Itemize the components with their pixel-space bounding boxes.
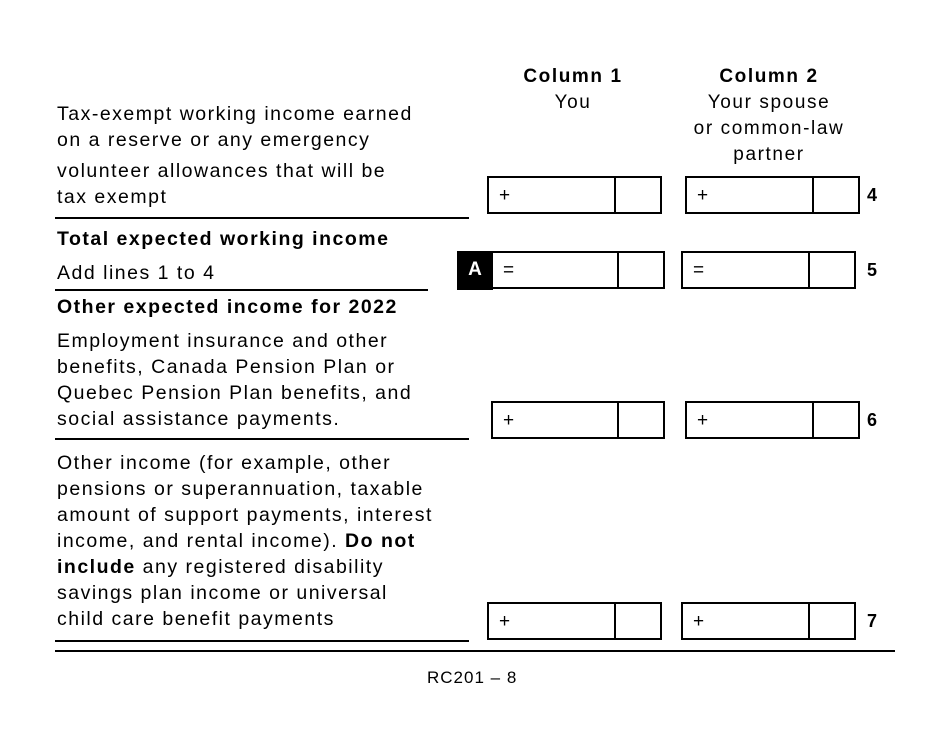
cents-cell[interactable] <box>812 178 858 212</box>
other-expected-text-line: Employment insurance and other <box>57 330 389 352</box>
cents-cell[interactable] <box>808 604 854 638</box>
other-expected-text-line: social assistance payments. <box>57 408 341 430</box>
line-5-column-1-field[interactable] <box>491 251 665 289</box>
other-income-text-line <box>57 554 384 580</box>
other-expected-income-heading: Other expected income for 2022 <box>57 296 398 318</box>
separator-line <box>55 217 469 219</box>
line-4-column-1-field[interactable] <box>487 176 662 214</box>
page-bottom-rule <box>55 650 895 652</box>
line-number-4: 4 <box>867 185 878 205</box>
other-income-text-line: child care benefit payments <box>57 608 335 630</box>
cents-cell[interactable] <box>617 253 663 287</box>
other-income-text-line: savings plan income or universal <box>57 582 388 604</box>
separator-line <box>55 640 469 642</box>
other-income-text-line: Other income (for example, other <box>57 452 392 474</box>
line-6-column-1-field[interactable] <box>491 401 665 439</box>
other-expected-text-line: benefits, Canada Pension Plan or <box>57 356 396 378</box>
line-7-column-1-field[interactable] <box>487 602 662 640</box>
line-7-column-2-field[interactable] <box>681 602 856 640</box>
cents-cell[interactable] <box>617 403 663 437</box>
line-5-column-2-field[interactable] <box>681 251 856 289</box>
other-expected-text-line: Quebec Pension Plan benefits, and <box>57 382 413 404</box>
separator-line <box>55 438 469 440</box>
cents-cell[interactable] <box>808 253 854 287</box>
do-not-emphasis: Do not <box>345 530 416 552</box>
equals-sign: = <box>503 260 515 281</box>
column-2-subtitle-line: or common-law <box>693 118 845 139</box>
other-income-text-segment: income, and rental income). <box>57 530 339 552</box>
page-footer: RC201 – 8 <box>427 668 518 687</box>
line-number-6: 6 <box>867 410 878 430</box>
include-emphasis: include <box>57 556 136 578</box>
add-lines-text: Add lines 1 to 4 <box>57 262 216 284</box>
column-2-title: Column 2 <box>719 66 819 87</box>
cents-cell[interactable] <box>812 403 858 437</box>
column-1-subtitle: You <box>554 92 592 113</box>
line-6-column-2-field[interactable] <box>685 401 860 439</box>
column-2-subtitle-line: Your spouse <box>707 92 831 113</box>
cents-cell[interactable] <box>614 604 660 638</box>
column-2-header <box>674 64 864 168</box>
plus-sign: + <box>499 185 511 206</box>
column-1-title: Column 1 <box>523 66 623 87</box>
line-4-column-2-field[interactable] <box>685 176 860 214</box>
plus-sign: + <box>693 611 705 632</box>
plus-sign: + <box>499 611 511 632</box>
column-2-subtitle-line: partner <box>733 144 805 165</box>
other-income-text-line: pensions or superannuation, taxable <box>57 478 424 500</box>
tax-exempt-text-line: Tax-exempt working income earned <box>57 103 413 125</box>
other-income-text-line: amount of support payments, interest <box>57 504 433 526</box>
plus-sign: + <box>697 185 709 206</box>
cents-cell[interactable] <box>614 178 660 212</box>
plus-sign: + <box>697 410 709 431</box>
line-number-5: 5 <box>867 260 878 280</box>
line-a-marker: A <box>457 251 493 290</box>
line-number-7: 7 <box>867 611 878 631</box>
tax-exempt-text-line: tax exempt <box>57 186 168 208</box>
separator-line <box>55 289 428 291</box>
tax-exempt-text-line: volunteer allowances that will be <box>57 160 387 182</box>
total-working-income-heading: Total expected working income <box>57 228 390 250</box>
other-income-text-line <box>57 528 416 554</box>
plus-sign: + <box>503 410 515 431</box>
column-1-header <box>488 64 658 116</box>
tax-exempt-text-line: on a reserve or any emergency <box>57 129 371 151</box>
equals-sign: = <box>693 260 705 281</box>
other-income-text-segment: any registered disability <box>135 556 384 578</box>
